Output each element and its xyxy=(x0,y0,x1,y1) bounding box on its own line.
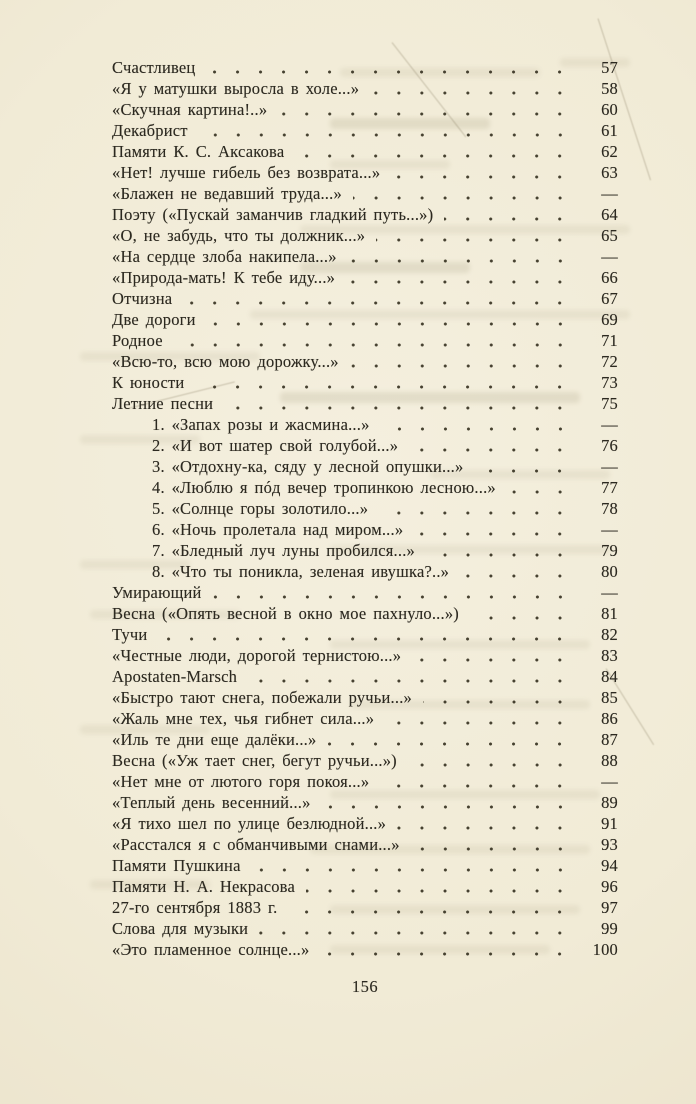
dot-leader xyxy=(174,343,581,347)
toc-entry-page: 78 xyxy=(601,499,618,518)
dot-leader xyxy=(195,385,581,389)
toc-entry-title: 6. «Ночь пролетала над миром...» xyxy=(152,520,404,539)
dot-leader xyxy=(320,952,581,956)
dot-leader xyxy=(414,532,581,536)
dot-leader xyxy=(295,154,581,158)
toc-entry xyxy=(112,876,618,897)
toc-entry-page: 84 xyxy=(601,667,618,686)
toc-entry xyxy=(112,246,618,267)
dot-leader xyxy=(408,763,581,767)
toc-entry xyxy=(112,288,618,309)
toc-entry xyxy=(112,519,618,540)
toc-entry-page: 79 xyxy=(601,541,618,560)
toc-entry-page: — xyxy=(601,247,618,266)
toc-entry xyxy=(112,624,618,645)
toc-entry xyxy=(112,330,618,351)
toc-entry-title: Памяти Н. А. Некрасова xyxy=(112,877,295,896)
toc-entry-title: 27-го сентября 1883 г. xyxy=(112,898,278,917)
dot-leader xyxy=(412,658,581,662)
toc-entry-page: 81 xyxy=(601,604,618,623)
toc-entry xyxy=(112,183,618,204)
toc-entry-title: Летние песни xyxy=(112,394,214,413)
toc-entry xyxy=(112,561,618,582)
toc-entry xyxy=(112,99,618,120)
toc-entry-title: 2. «И вот шатер свой голубой...» xyxy=(152,436,399,455)
dot-leader xyxy=(348,259,581,263)
toc-entry xyxy=(112,855,618,876)
toc-entry-title: Декабрист xyxy=(112,121,188,140)
toc-entry-title: 7. «Бледный луч луны пробился...» xyxy=(152,541,415,560)
dot-leader xyxy=(346,280,581,284)
toc-entry-title: «Нет! лучше гибель без возврата...» xyxy=(112,163,381,182)
toc-entry-title: Apostaten-Marsch xyxy=(112,667,238,686)
toc-entry-page: 83 xyxy=(601,646,618,665)
toc-entry-page: 64 xyxy=(601,205,618,224)
toc-entry xyxy=(112,834,618,855)
toc-entry-title: Счастливец xyxy=(112,58,196,77)
toc-entry xyxy=(112,540,618,561)
toc-entry-page: 99 xyxy=(601,919,618,938)
toc-entry xyxy=(112,351,618,372)
toc-entry-page: 65 xyxy=(601,226,618,245)
toc-entry xyxy=(112,204,618,225)
toc-entry-page: 69 xyxy=(601,310,618,329)
toc-entry-title: «Природа-мать! К тебе иду...» xyxy=(112,268,336,287)
toc-entry-page: 77 xyxy=(601,478,618,497)
toc-entry-page: — xyxy=(601,415,618,434)
toc-entry-title: «Иль те дни еще далёки...» xyxy=(112,730,317,749)
toc-entry xyxy=(112,708,618,729)
toc-entry xyxy=(112,582,618,603)
toc-entry-page: 61 xyxy=(601,121,618,140)
toc-entry-title: Памяти К. С. Аксакова xyxy=(112,142,285,161)
dot-leader xyxy=(350,364,581,368)
toc-entry-title: Две дороги xyxy=(112,310,196,329)
toc-entry-title: «Блажен не ведавший труда...» xyxy=(112,184,342,203)
toc-entry-title: 5. «Солнце горы золотило...» xyxy=(152,499,369,518)
toc-entry-page: 72 xyxy=(601,352,618,371)
toc-entry xyxy=(112,435,618,456)
toc-entry xyxy=(112,267,618,288)
dot-leader xyxy=(411,847,581,851)
toc-entry xyxy=(112,456,618,477)
toc-entry-page: 71 xyxy=(601,331,618,350)
toc-entry xyxy=(112,78,618,99)
toc-entry-page: 89 xyxy=(601,793,618,812)
dot-leader xyxy=(460,574,581,578)
toc-entry xyxy=(112,939,618,960)
dot-leader xyxy=(207,322,581,326)
toc-entry-page: 96 xyxy=(601,877,618,896)
toc-entry-page: 85 xyxy=(601,688,618,707)
toc-entry-title: «На сердце злоба накипела...» xyxy=(112,247,337,266)
toc-entry-title: 1. «Запах розы и жасмина...» xyxy=(152,415,370,434)
toc-entry-page: 60 xyxy=(601,100,618,119)
toc-entry-page: 66 xyxy=(601,268,618,287)
toc-entry-title: «О, не забудь, что ты должник...» xyxy=(112,226,366,245)
toc-entry xyxy=(112,666,618,687)
toc-entry xyxy=(112,393,618,414)
toc-entry xyxy=(112,477,618,498)
dot-leader xyxy=(183,301,581,305)
toc-entry-page: 76 xyxy=(601,436,618,455)
toc-entry-page: — xyxy=(601,583,618,602)
dot-leader xyxy=(444,217,581,221)
toc-entry-title: Поэту («Пускай заманчив гладкий путь...») xyxy=(112,205,434,224)
toc-entry-title: «Всю-то, всю мою дорожку...» xyxy=(112,352,339,371)
toc-entry-page: 97 xyxy=(601,898,618,917)
toc-entry-title: Памяти Пушкина xyxy=(112,856,241,875)
dot-leader xyxy=(353,196,581,200)
page-number-folio: 156 xyxy=(351,977,379,996)
toc-entry-page: — xyxy=(601,184,618,203)
toc-entry-title: Весна («Уж тает снег, бегут ручьи...») xyxy=(112,751,397,770)
dot-leader xyxy=(397,826,581,830)
dot-leader xyxy=(409,448,581,452)
dot-leader xyxy=(470,616,581,620)
dot-leader xyxy=(278,112,581,116)
toc-entry-page: 93 xyxy=(601,835,618,854)
toc-entry-title: «Я у матушки выросла в холе...» xyxy=(112,79,360,98)
toc-entry xyxy=(112,687,618,708)
toc-entry-page: 86 xyxy=(601,709,618,728)
toc-entry-page: 73 xyxy=(601,373,618,392)
toc-entry-title: К юности xyxy=(112,373,185,392)
dot-leader xyxy=(380,784,581,788)
dot-leader xyxy=(327,742,581,746)
dot-leader xyxy=(381,427,581,431)
toc-entry xyxy=(112,141,618,162)
toc-entry-page: 100 xyxy=(592,940,618,959)
toc-entry-title: Родное xyxy=(112,331,163,350)
dot-leader xyxy=(423,700,581,704)
toc-entry-title: «Я тихо шел по улице безлюдной...» xyxy=(112,814,387,833)
dot-leader xyxy=(376,238,581,242)
toc-entry xyxy=(112,792,618,813)
dot-leader xyxy=(252,868,581,872)
toc-entry xyxy=(112,225,618,246)
toc-entry-page: 87 xyxy=(601,730,618,749)
toc-entry-title: «Это пламенное солнце...» xyxy=(112,940,310,959)
toc-entry xyxy=(112,120,618,141)
toc-entry xyxy=(112,162,618,183)
dot-leader xyxy=(213,595,581,599)
toc-entry-page: 94 xyxy=(601,856,618,875)
toc-entry-title: «Быстро тают снега, побежали ручьи...» xyxy=(112,688,412,707)
toc-entry-page: 62 xyxy=(601,142,618,161)
dot-leader xyxy=(370,91,581,95)
toc-entry-title: «Честные люди, дорогой тернистою...» xyxy=(112,646,402,665)
toc-entry-page: — xyxy=(601,772,618,791)
toc-entry-title: «Жаль мне тех, чья гибнет сила...» xyxy=(112,709,375,728)
toc-entry-title: 4. «Люблю я пóд вечер тропинкою лесною...» xyxy=(152,478,496,497)
toc-entry-title: Весна («Опять весной в окно мое пахнуло...») xyxy=(112,604,459,623)
dot-leader xyxy=(224,406,581,410)
dot-leader xyxy=(474,469,581,473)
toc-entry xyxy=(112,645,618,666)
dot-leader xyxy=(379,511,581,515)
toc-list xyxy=(112,57,618,960)
toc-entry xyxy=(112,729,618,750)
toc-entry-page: 80 xyxy=(601,562,618,581)
dot-leader xyxy=(426,553,581,557)
toc-entry-page: 63 xyxy=(601,163,618,182)
toc-entry-page: 58 xyxy=(601,79,618,98)
toc-entry-page: 88 xyxy=(601,751,618,770)
dot-leader xyxy=(507,490,581,494)
toc-entry xyxy=(112,372,618,393)
dot-leader xyxy=(288,910,581,914)
toc-entry-title: «Скучная картина!..» xyxy=(112,100,268,119)
toc-entry-title: 8. «Что ты поникла, зеленая ивушка?..» xyxy=(152,562,450,581)
toc-entry xyxy=(112,918,618,939)
toc-entry-title: Тучи xyxy=(112,625,148,644)
dot-leader xyxy=(391,175,581,179)
toc-entry-page: 67 xyxy=(601,289,618,308)
toc-entry xyxy=(112,813,618,834)
dot-leader xyxy=(306,889,581,893)
toc-entry-title: 3. «Отдохну-ка, сяду у лесной опушки...» xyxy=(152,457,464,476)
toc-entry-page: 57 xyxy=(601,58,618,77)
toc-entry xyxy=(112,771,618,792)
toc-entry-page: 75 xyxy=(601,394,618,413)
dot-leader xyxy=(385,721,581,725)
toc-entry xyxy=(112,750,618,771)
toc-entry xyxy=(112,897,618,918)
toc-entry-page: 91 xyxy=(601,814,618,833)
toc-entry xyxy=(112,57,618,78)
dot-leader xyxy=(259,931,581,935)
toc-entry-title: «Теплый день весенний...» xyxy=(112,793,311,812)
dot-leader xyxy=(322,805,581,809)
dot-leader xyxy=(158,637,581,641)
toc-entry xyxy=(112,603,618,624)
toc-entry-title: Слова для музыки xyxy=(112,919,249,938)
toc-entry xyxy=(112,498,618,519)
toc-entry-title: «Расстался я с обманчивыми снами...» xyxy=(112,835,400,854)
dot-leader xyxy=(206,70,581,74)
toc-entry-title: Умирающий xyxy=(112,583,202,602)
dot-leader xyxy=(199,133,581,137)
toc-entry-page: — xyxy=(601,520,618,539)
toc-entry-title: «Нет мне от лютого горя покоя...» xyxy=(112,772,370,791)
toc-entry-page: 82 xyxy=(601,625,618,644)
toc-entry xyxy=(112,309,618,330)
toc-entry xyxy=(112,414,618,435)
toc-entry-title: Отчизна xyxy=(112,289,173,308)
toc-entry-page: — xyxy=(601,457,618,476)
dot-leader xyxy=(248,679,581,683)
